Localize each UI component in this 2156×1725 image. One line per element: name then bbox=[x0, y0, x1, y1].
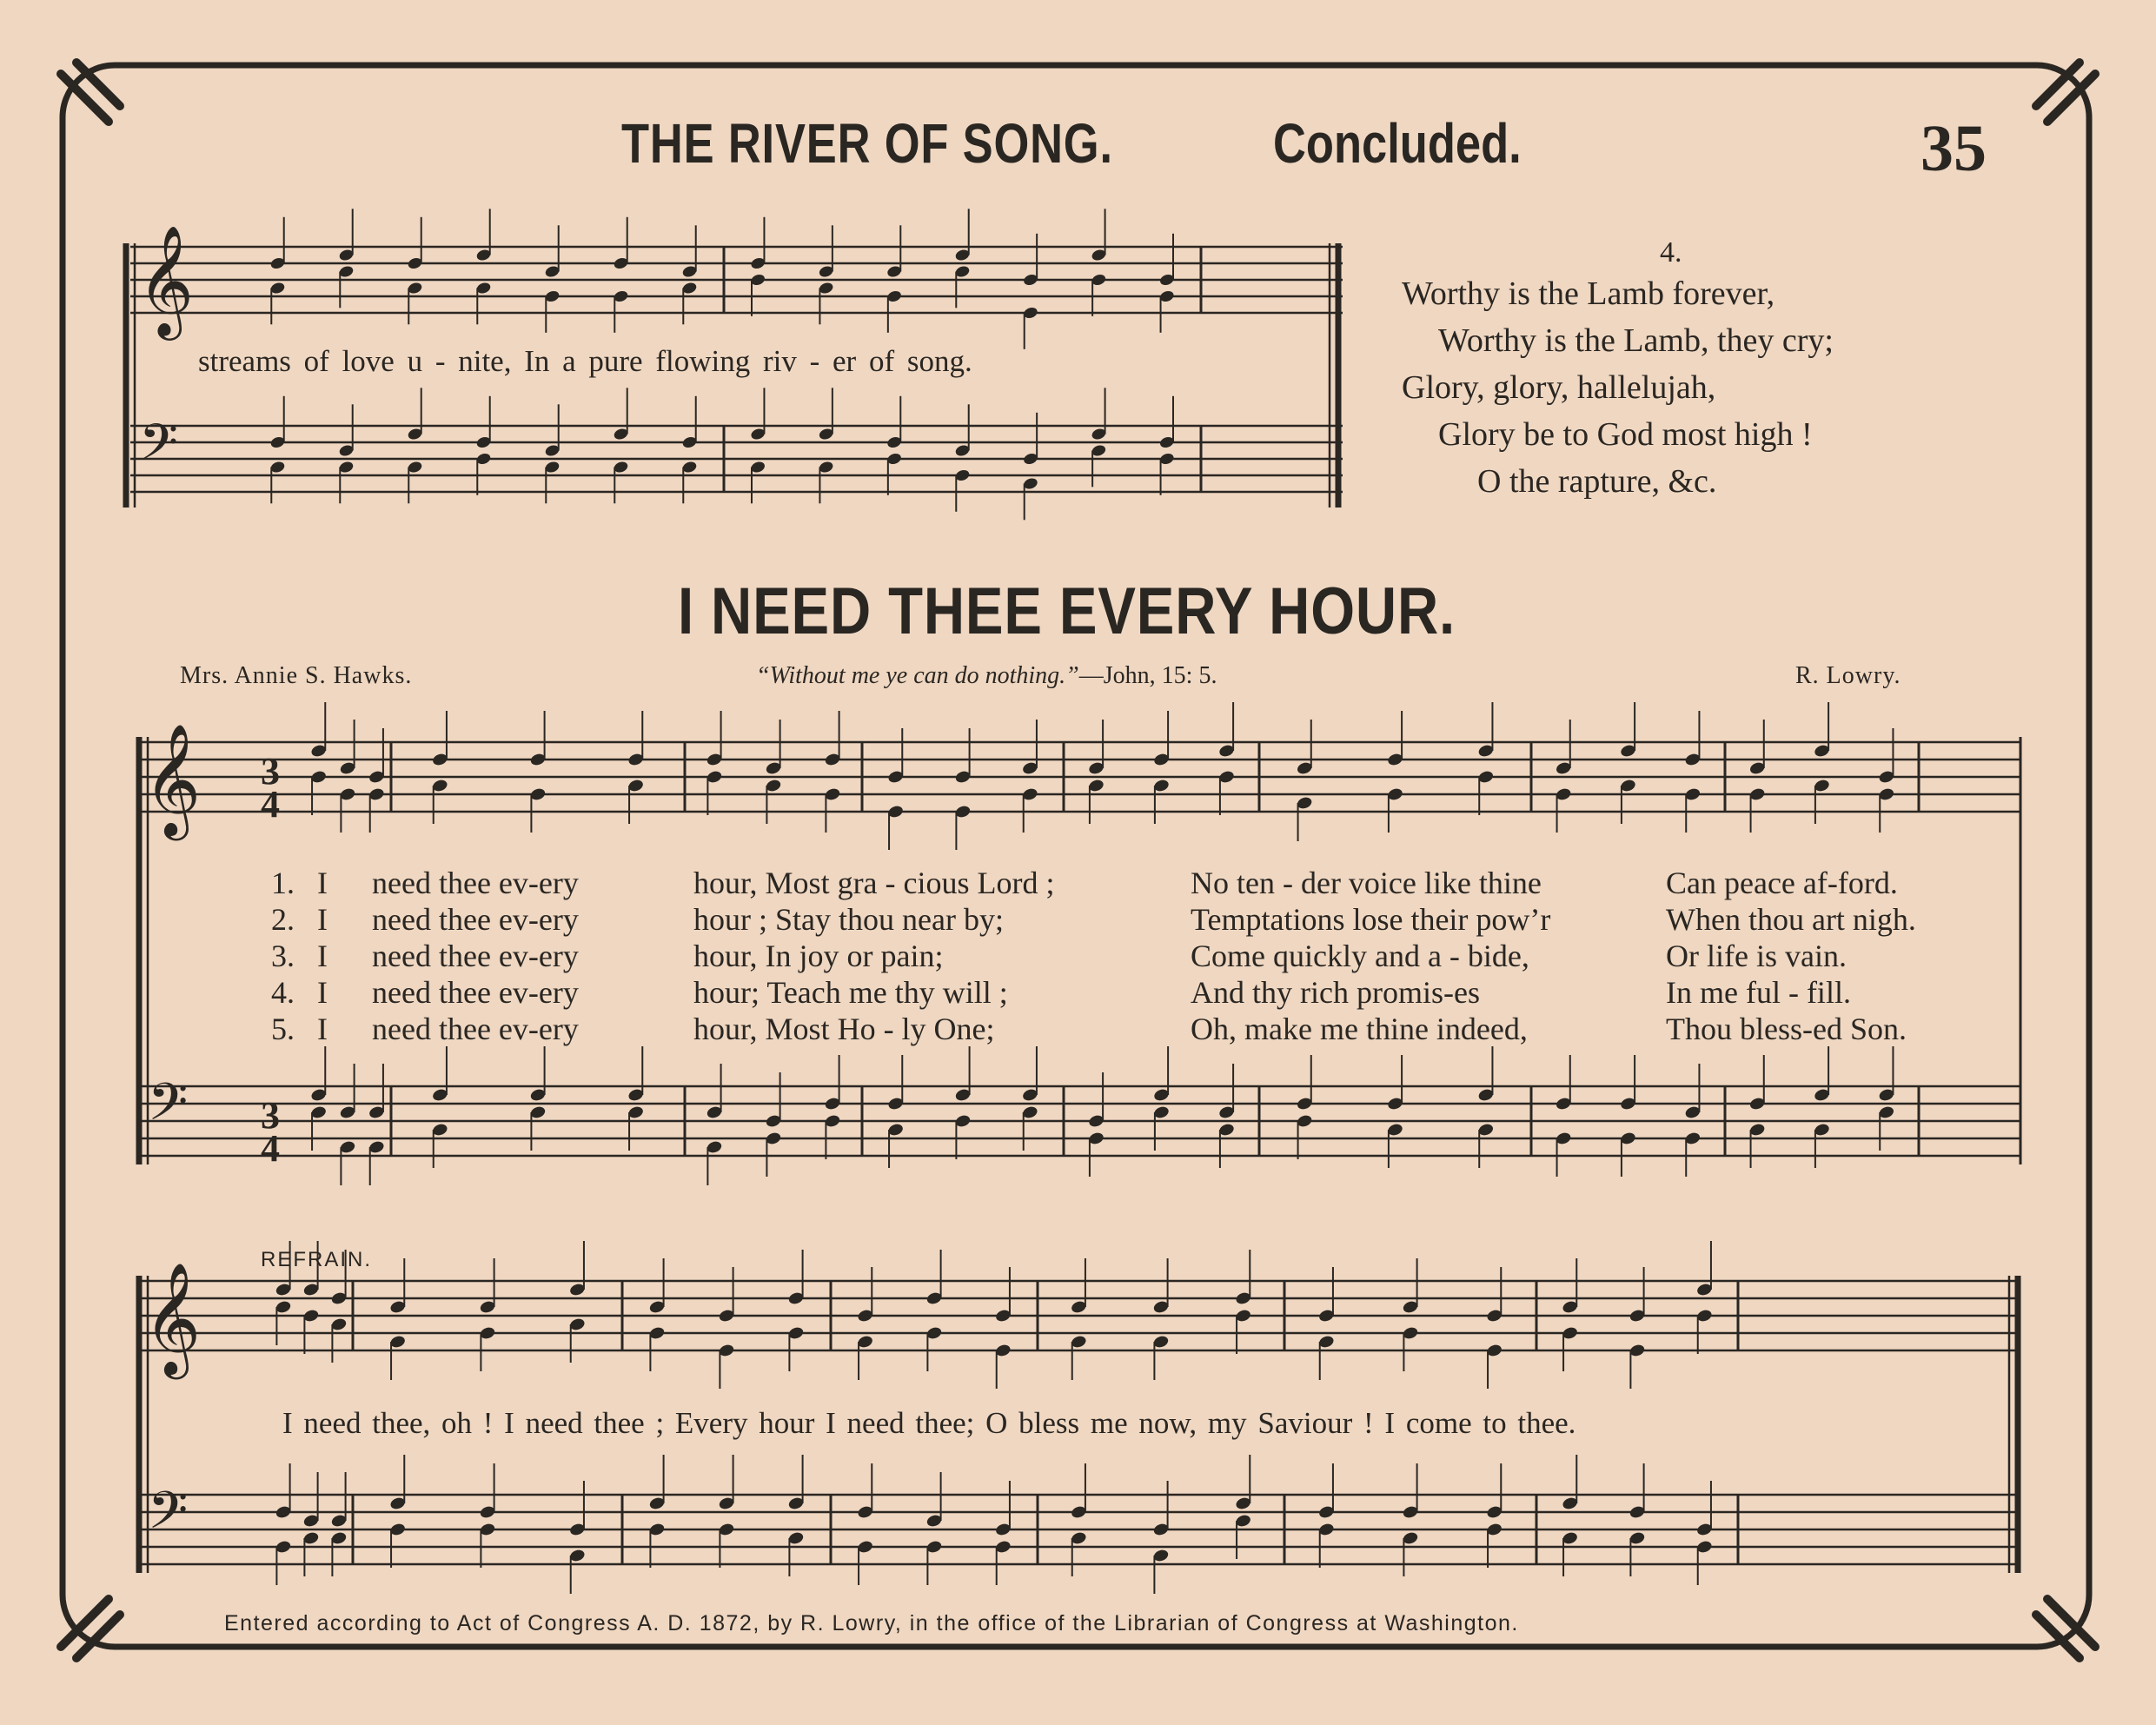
verse-lyric-segment: I bbox=[317, 902, 328, 937]
verse-lyric-segment: hour, In joy or pain; bbox=[693, 939, 944, 973]
time-signature-digit: 3 bbox=[261, 750, 280, 793]
bass-clef: 𝄢 bbox=[139, 413, 179, 484]
verse-line: Worthy is the Lamb forever, bbox=[1402, 275, 1775, 312]
verse-number: 4. bbox=[271, 975, 295, 1010]
time-signature-digit: 3 bbox=[261, 1094, 280, 1137]
verse-lyric-segment: Come quickly and a - bide, bbox=[1191, 939, 1529, 973]
verse-lyric-segment: I bbox=[317, 1012, 328, 1046]
verse-lyric-segment: need thee ev-ery bbox=[372, 1012, 579, 1046]
time-signature-digit: 4 bbox=[261, 1127, 280, 1170]
verse-number: 2. bbox=[271, 902, 295, 937]
verse-lyric-segment: Temptations lose their pow’r bbox=[1191, 902, 1551, 937]
verse-lyric-segment: need thee ev-ery bbox=[372, 975, 579, 1010]
epigraph-quote: “Without me ye can do nothing.” bbox=[756, 662, 1079, 689]
hymn-epigraph bbox=[756, 662, 1217, 690]
treble-clef: 𝄞 bbox=[143, 1262, 202, 1375]
verse-lyric-segment: Or life is vain. bbox=[1666, 939, 1847, 973]
hymn-composer: R. Lowry. bbox=[1795, 662, 1901, 689]
verse-lyric-segment: I bbox=[317, 866, 328, 900]
verse-number: 3. bbox=[271, 939, 295, 973]
verse-lyric-segment: hour ; Stay thou near by; bbox=[693, 902, 1004, 937]
verse-lyric-segment: I bbox=[317, 939, 328, 973]
verse-lyric-segment: hour, Most gra - cious Lord ; bbox=[693, 866, 1055, 900]
page-header-title: THE RIVER OF SONG. bbox=[621, 112, 1113, 175]
refrain-lyric-line: I need thee, oh ! I need thee ; Every hour I need thee; O bless me now, my Saviour ! I come to thee. bbox=[282, 1406, 1576, 1440]
verse-line: Glory be to God most high ! bbox=[1438, 416, 1813, 453]
verse-number: 5. bbox=[271, 1012, 295, 1046]
verse-lyric-segment: hour, Most Ho - ly One; bbox=[693, 1012, 995, 1046]
treble-clef: 𝄞 bbox=[137, 224, 195, 335]
hymn-author: Mrs. Annie S. Hawks. bbox=[180, 662, 413, 689]
verse-lyric-segment: And thy rich promis-es bbox=[1191, 975, 1480, 1010]
verse-lyric-segment: No ten - der voice like thine bbox=[1191, 866, 1542, 900]
verse-number: 1. bbox=[271, 866, 295, 900]
bass-clef: 𝄢 bbox=[148, 1480, 189, 1553]
verse-lyric-segment: Thou bless-ed Son. bbox=[1666, 1012, 1907, 1046]
verse-lyric-segment: need thee ev-ery bbox=[372, 939, 579, 973]
page-number: 35 bbox=[1920, 112, 1987, 185]
copyright-notice: Entered according to Act of Congress A. D. 1872, by R. Lowry, in the office of the Librarian of Congress at Washington. bbox=[224, 1611, 1519, 1635]
time-signature-digit: 4 bbox=[261, 783, 280, 826]
verse-lyric-segment: Can peace af-ford. bbox=[1666, 866, 1898, 900]
verse-lyric-segment: need thee ev-ery bbox=[372, 902, 579, 937]
verse-line: Glory, glory, hallelujah, bbox=[1402, 369, 1716, 406]
treble-clef: 𝄞 bbox=[143, 723, 202, 836]
verse-lyric-segment: In me ful - fill. bbox=[1666, 975, 1851, 1010]
verse-lyric-segment: When thou art nigh. bbox=[1666, 902, 1916, 937]
page-header-subtitle: Concluded. bbox=[1273, 112, 1522, 175]
verse-line: Worthy is the Lamb, they cry; bbox=[1438, 322, 1834, 359]
bass-clef: 𝄢 bbox=[148, 1071, 189, 1144]
hymn-title: I NEED THEE EVERY HOUR. bbox=[678, 574, 1456, 648]
verse-lyric-segment: hour; Teach me thy will ; bbox=[693, 975, 1008, 1010]
river-lyric-line: streams of love u - nite, In a pure flowing riv - er of song. bbox=[198, 344, 972, 378]
verse-line: O the rapture, &c. bbox=[1477, 463, 1717, 500]
verse-lyric-segment: need thee ev-ery bbox=[372, 866, 579, 900]
verse-number: 4. bbox=[1660, 236, 1682, 269]
verse-lyric-segment: I bbox=[317, 975, 328, 1010]
verse-lyric-segment: Oh, make me thine indeed, bbox=[1191, 1012, 1528, 1046]
epigraph-reference: —John, 15: 5. bbox=[1078, 662, 1217, 689]
refrain-label: REFRAIN. bbox=[261, 1248, 373, 1271]
